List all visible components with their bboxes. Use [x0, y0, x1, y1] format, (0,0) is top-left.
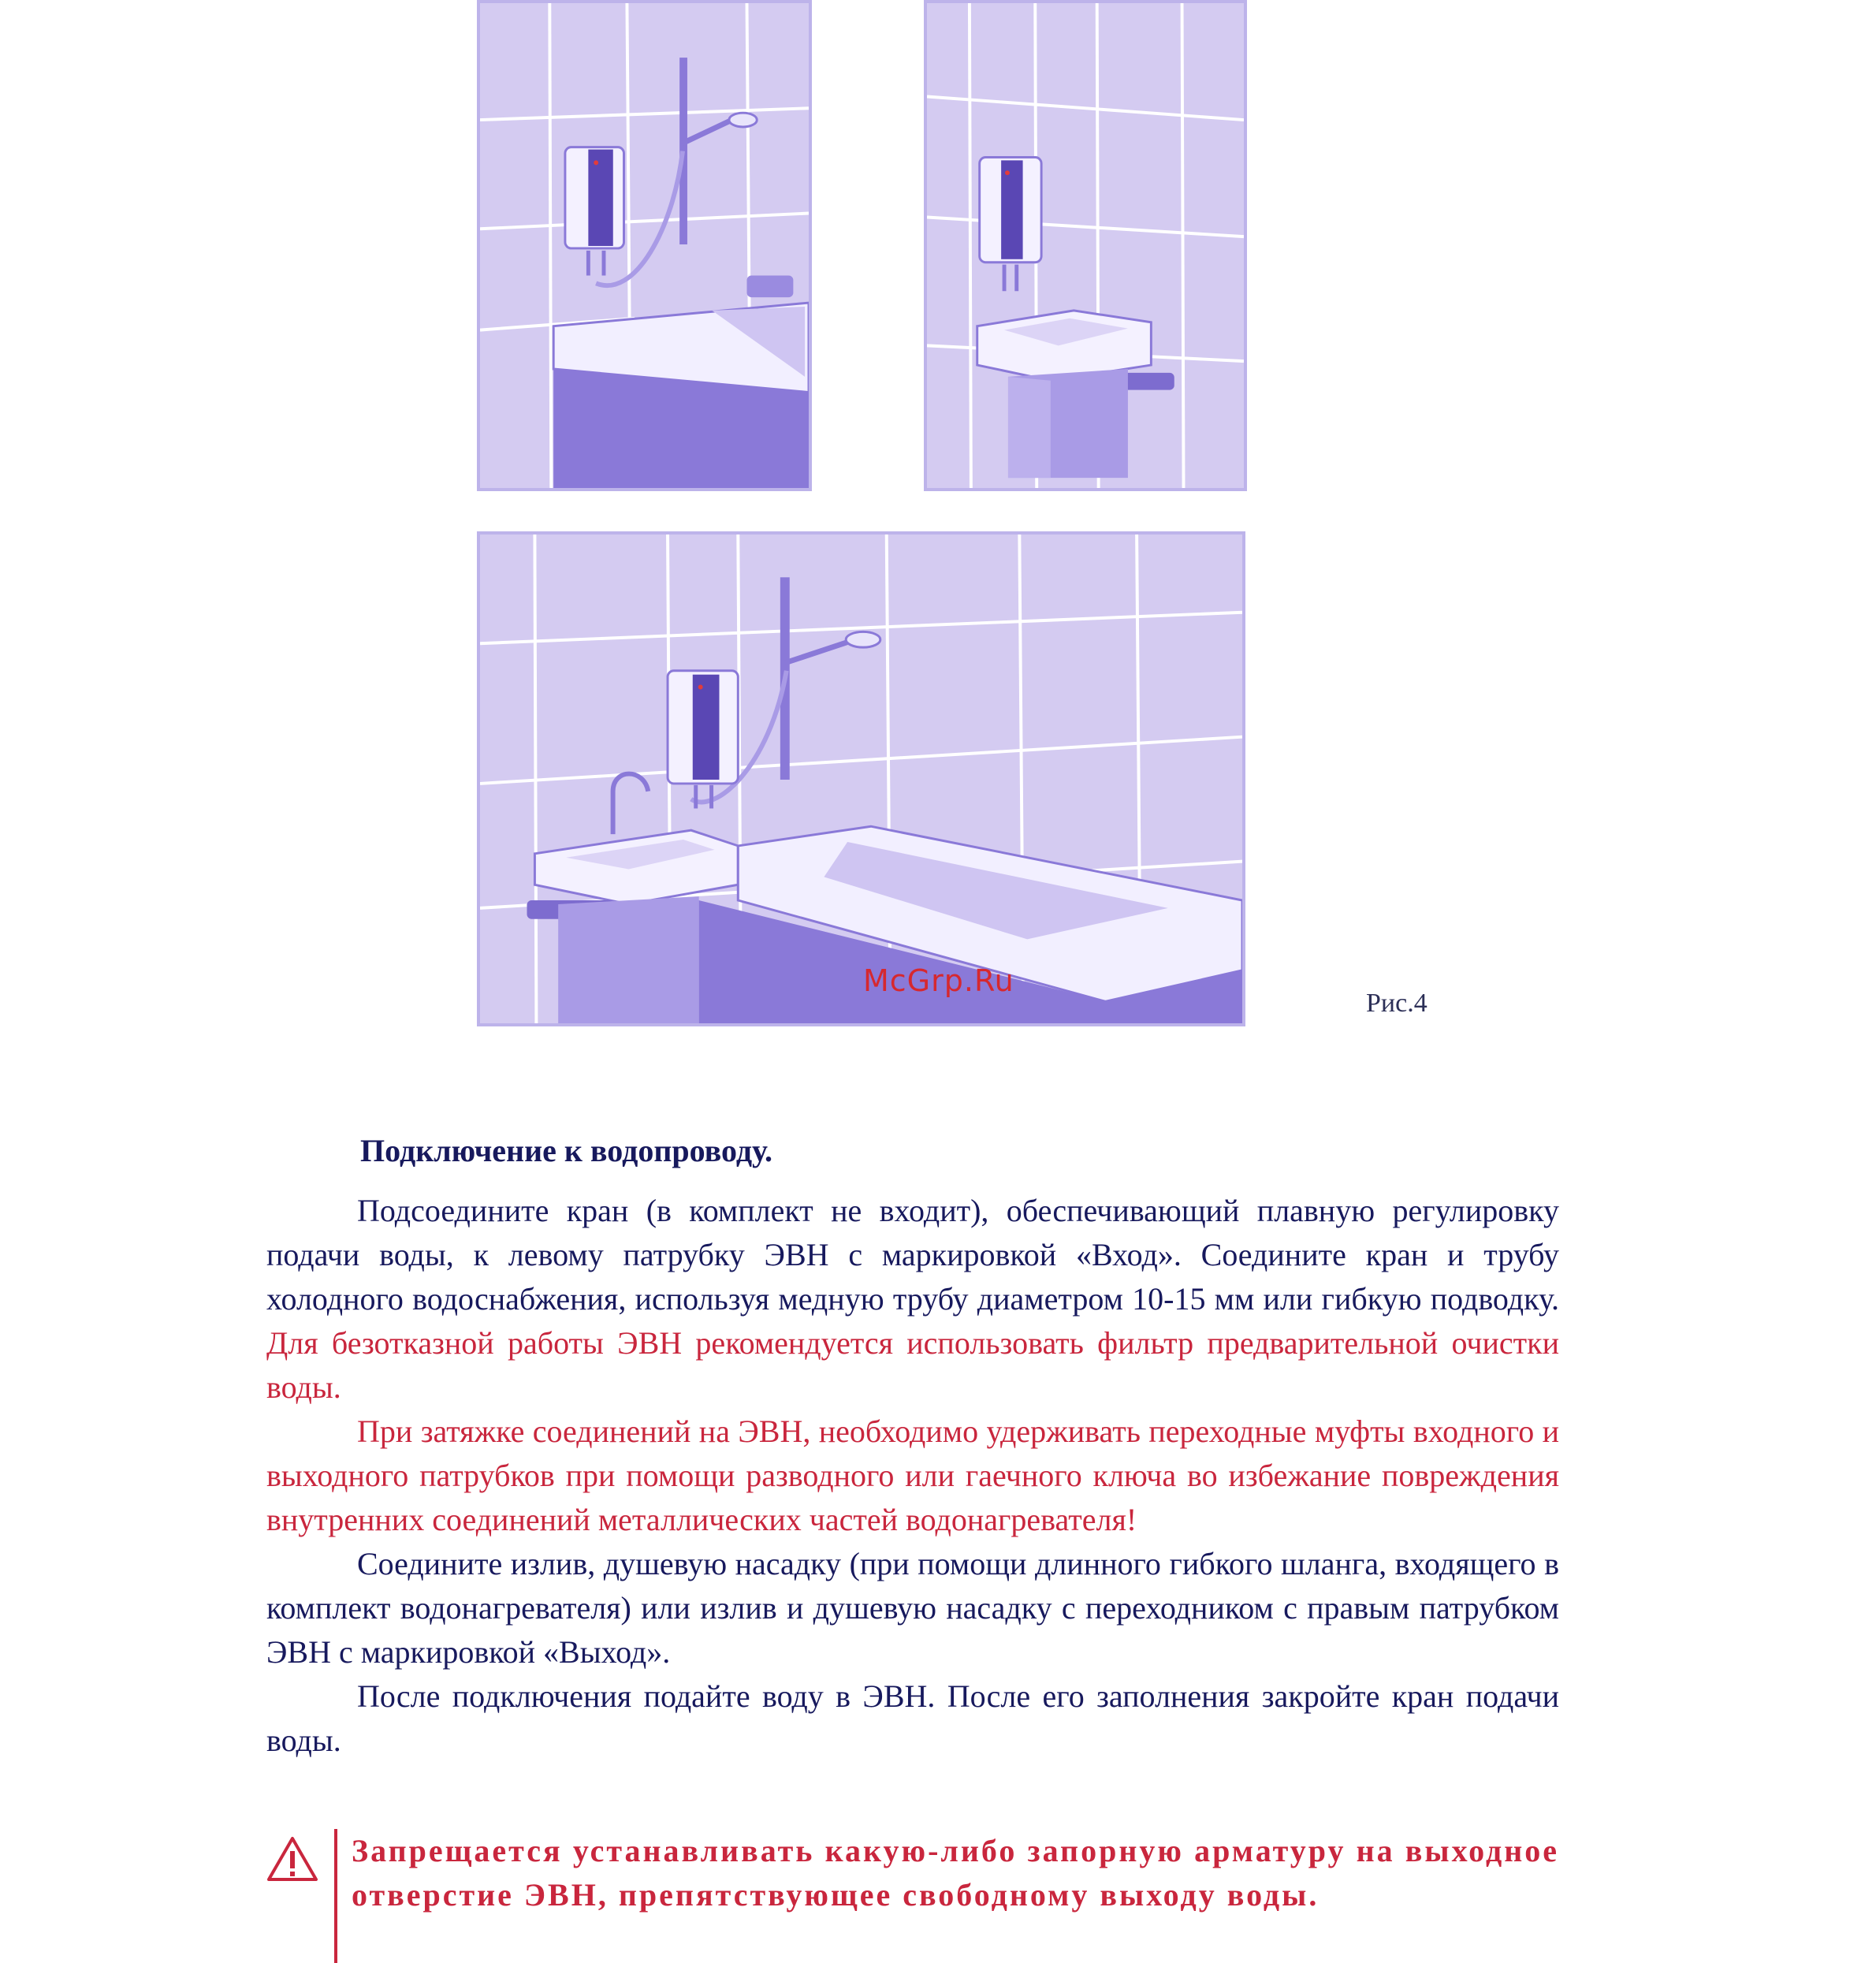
- warning-block: [266, 1829, 1559, 1963]
- warning-triangle-icon: [266, 1835, 318, 1883]
- section-title: Подключение к водопроводу.: [360, 1133, 773, 1168]
- figure-caption: Рис.4: [1366, 989, 1427, 1018]
- paragraph-connect-outlet: Соедините излив, душевую насадку (при помощи длинного гибкого шланга, входящего в комплект водонагревателя) или излив и душевую насадку с переходником с правым патрубком ЭВН с маркировкой «Выход».: [266, 1546, 1559, 1670]
- paragraph-fill-water: После подключения подайте воду в ЭВН. После его заполнения закройте кран подачи воды.: [266, 1678, 1559, 1758]
- illustration-bath-installation: [477, 0, 812, 491]
- illustration-combined-installation: [477, 531, 1245, 1026]
- warning-divider: [334, 1829, 337, 1963]
- watermark: McGrp.Ru: [863, 963, 1014, 998]
- paragraph-connect-tap: [266, 1189, 1559, 1410]
- paragraph-connect-tap-text: Подсоедините кран (в комплект не входит), обеспечивающий плавную регулировку подачи воды, к левому патрубку ЭВН с маркировкой «Вход». Соедините кран и трубу холодного водоснабжения, используя медную трубу диаметром 10-15 мм или гибкую подводку.: [266, 1193, 1559, 1317]
- warning-text: Запрещается устанавливать какую-либо запорную арматуру на выходное отверстие ЭВН, препятствующее свободному выходу воды.: [352, 1833, 1559, 1913]
- paragraph-tightening-caution: При затяжке соединений на ЭВН, необходимо удерживать переходные муфты входного и выходного патрубков при помощи разводного или гаечного ключа во избежание повреждения внутренних соединений металлических частей водонагревателя!: [266, 1414, 1559, 1537]
- section-body: [266, 1189, 1559, 1763]
- illustration-sink-installation: [924, 0, 1247, 491]
- filter-recommendation: Для безотказной работы ЭВН рекомендуется использовать фильтр предварительной очистки воды.: [266, 1325, 1559, 1405]
